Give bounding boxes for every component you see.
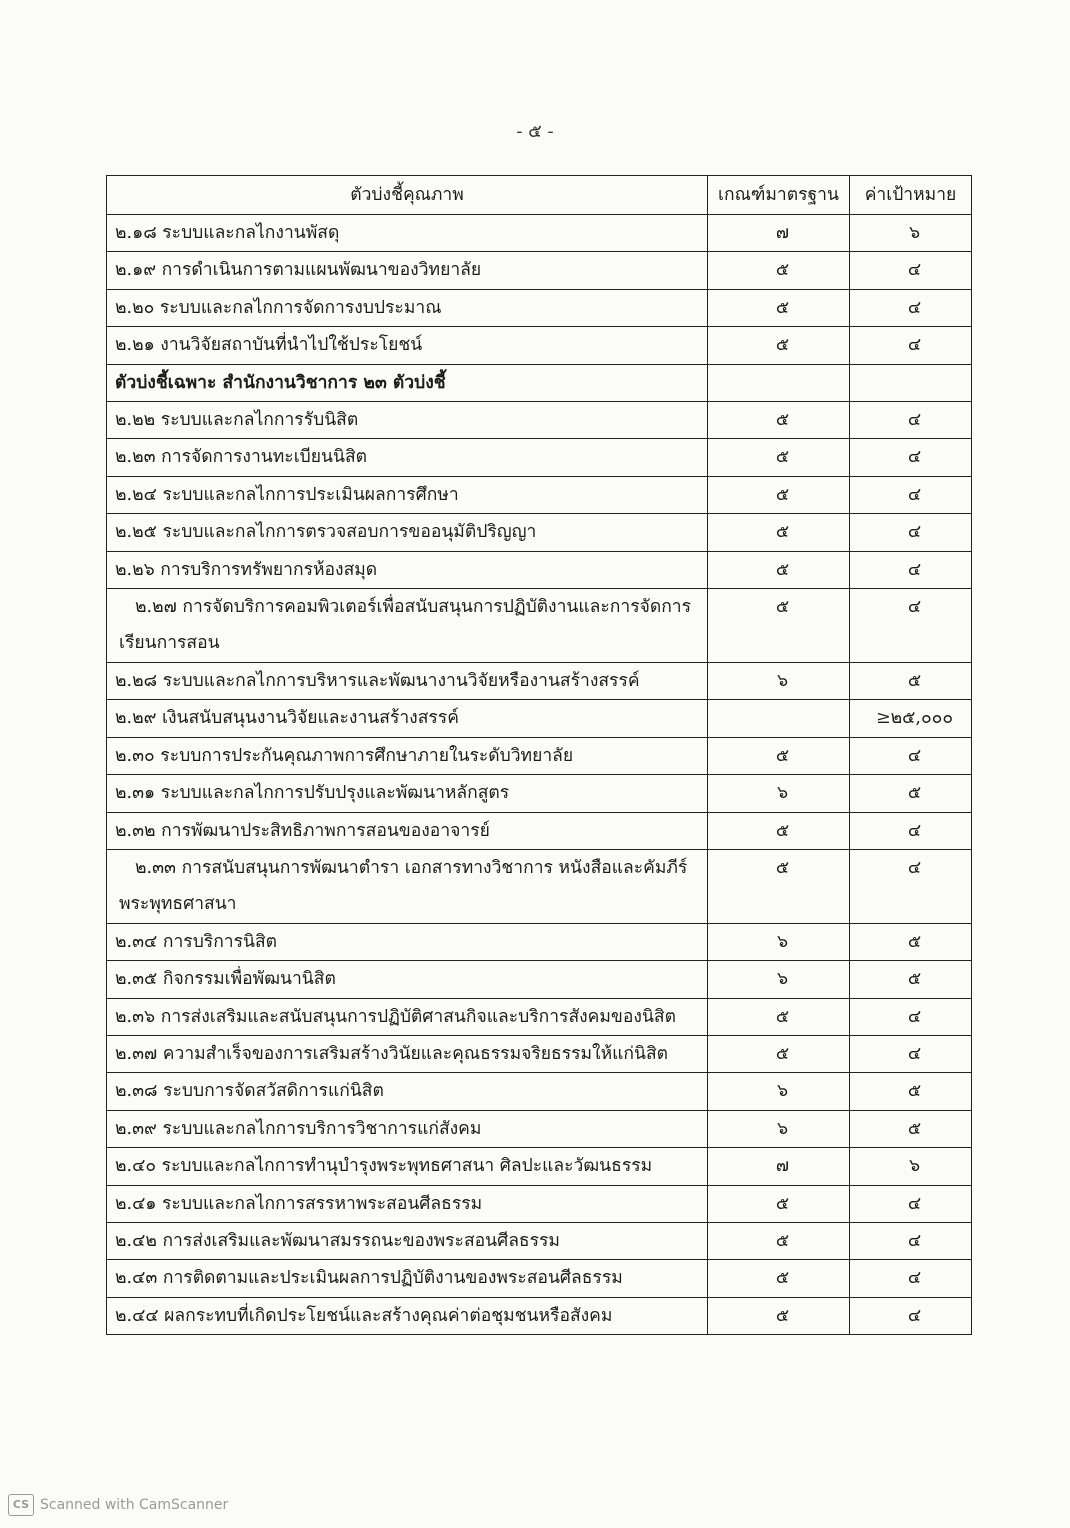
standard-cell: ๖ [708, 775, 850, 812]
target-cell: ๔ [850, 252, 972, 289]
table-row [107, 662, 972, 699]
indicator-cell: ๒.๓๘ ระบบการจัดสวัสดิการแก่นิสิต [107, 1073, 708, 1110]
indicator-cell: ๒.๒๐ ระบบและกลไกการจัดการงบประมาณ [107, 289, 708, 326]
standard-cell: ๗ [708, 215, 850, 252]
table-row [107, 252, 972, 289]
table-header-row [107, 176, 972, 215]
indicator-cell: ๒.๒๒ ระบบและกลไกการรับนิสิต [107, 402, 708, 439]
target-cell: ๔ [850, 1185, 972, 1222]
target-cell: ๔ [850, 998, 972, 1035]
target-cell: ๕ [850, 775, 972, 812]
indicator-label-continued: พระพุทธศาสนา [119, 894, 237, 915]
standard-cell [708, 364, 850, 401]
indicator-cell: ๒.๓๗ ความสำเร็จของการเสริมสร้างวินัยและคุณธรรมจริยธรรมให้แก่นิสิต [107, 1035, 708, 1072]
standard-cell: ๖ [708, 1110, 850, 1147]
indicator-cell: ๒.๔๒ การส่งเสริมและพัฒนาสมรรถนะของพระสอนศีลธรรม [107, 1222, 708, 1259]
table-row [107, 812, 972, 849]
indicator-cell: ๒.๓๐ ระบบการประกันคุณภาพการศึกษาภายในระดับวิทยาลัย [107, 737, 708, 774]
table-row [107, 215, 972, 252]
standard-cell: ๕ [708, 849, 850, 923]
indicator-cell: ๒.๔๐ ระบบและกลไกการทำนุบำรุงพระพุทธศาสนา ศิลปะและวัฒนธรรม [107, 1148, 708, 1185]
target-cell: ๔ [850, 1260, 972, 1297]
standard-cell: ๕ [708, 737, 850, 774]
indicator-cell: ๒.๔๔ ผลกระทบที่เกิดประโยชน์และสร้างคุณค่าต่อชุมชนหรือสังคม [107, 1297, 708, 1334]
standard-cell: ๕ [708, 514, 850, 551]
table-row [107, 1297, 972, 1334]
watermark-text: Scanned with CamScanner [40, 1497, 229, 1513]
indicator-cell: ๒.๑๘ ระบบและกลไกงานพัสดุ [107, 215, 708, 252]
header-target: ค่าเป้าหมาย [850, 176, 972, 215]
indicator-cell [107, 849, 708, 923]
target-cell: ๕ [850, 961, 972, 998]
target-cell: ๔ [850, 439, 972, 476]
target-cell: ๔ [850, 289, 972, 326]
standard-cell: ๖ [708, 923, 850, 960]
indicator-label: ๒.๓๓ การสนับสนุนการพัฒนาตำรา เอกสารทางวิชาการ หนังสือและคัมภีร์ [135, 857, 688, 878]
standard-cell: ๕ [708, 812, 850, 849]
standard-cell: ๖ [708, 961, 850, 998]
indicator-cell: ๒.๒๑ งานวิจัยสถาบันที่นำไปใช้ประโยชน์ [107, 327, 708, 364]
standard-cell: ๕ [708, 439, 850, 476]
target-cell: ๔ [850, 402, 972, 439]
target-cell: ๔ [850, 327, 972, 364]
indicator-cell: ๒.๔๓ การติดตามและประเมินผลการปฏิบัติงานของพระสอนศีลธรรม [107, 1260, 708, 1297]
header-indicator: ตัวบ่งชี้คุณภาพ [107, 176, 708, 215]
page-number: - ๕ - [516, 121, 554, 142]
target-cell: ๕ [850, 1073, 972, 1110]
table-row [107, 1260, 972, 1297]
table-row [107, 1148, 972, 1185]
table-row [107, 364, 972, 401]
table-row [107, 1035, 972, 1072]
indicator-cell: ๒.๒๘ ระบบและกลไกการบริหารและพัฒนางานวิจัยหรืองานสร้างสรรค์ [107, 662, 708, 699]
indicator-cell [107, 589, 708, 663]
table-row [107, 476, 972, 513]
indicator-cell: ๒.๔๑ ระบบและกลไกการสรรหาพระสอนศีลธรรม [107, 1185, 708, 1222]
target-cell [850, 364, 972, 401]
standard-cell: ๕ [708, 551, 850, 588]
standard-cell: ๕ [708, 998, 850, 1035]
target-cell: ๕ [850, 923, 972, 960]
table-row [107, 961, 972, 998]
standard-cell: ๕ [708, 327, 850, 364]
standard-cell: ๖ [708, 1073, 850, 1110]
table-row [107, 439, 972, 476]
standard-cell: ๕ [708, 1185, 850, 1222]
standard-cell: ๖ [708, 662, 850, 699]
target-cell: ๖ [850, 215, 972, 252]
indicator-cell: ๒.๓๑ ระบบและกลไกการปรับปรุงและพัฒนาหลักสูตร [107, 775, 708, 812]
table-row [107, 289, 972, 326]
standard-cell: ๕ [708, 589, 850, 663]
standard-cell: ๕ [708, 252, 850, 289]
table-row [107, 737, 972, 774]
table-row [107, 327, 972, 364]
table-row [107, 589, 972, 663]
indicator-cell: ๒.๓๒ การพัฒนาประสิทธิภาพการสอนของอาจารย์ [107, 812, 708, 849]
target-cell: ๕ [850, 662, 972, 699]
table-row [107, 1222, 972, 1259]
standard-cell: ๗ [708, 1148, 850, 1185]
standard-cell: ๕ [708, 1260, 850, 1297]
standard-cell: ๕ [708, 402, 850, 439]
table-row [107, 849, 972, 923]
target-cell: ๕ [850, 1110, 972, 1147]
standard-cell: ๕ [708, 1035, 850, 1072]
table-row [107, 923, 972, 960]
standard-cell: ๕ [708, 1297, 850, 1334]
standard-cell: ๕ [708, 289, 850, 326]
camscanner-logo-icon: CS [8, 1494, 34, 1516]
table-row [107, 402, 972, 439]
table-row [107, 998, 972, 1035]
target-cell: ≥๒๕,๐๐๐ [850, 700, 972, 737]
table-row [107, 1110, 972, 1147]
table-row [107, 551, 972, 588]
target-cell: ๔ [850, 1222, 972, 1259]
indicator-cell: ๒.๒๓ การจัดการงานทะเบียนนิสิต [107, 439, 708, 476]
target-cell: ๔ [850, 1035, 972, 1072]
standard-cell [708, 700, 850, 737]
table-row [107, 1185, 972, 1222]
indicator-cell: ๒.๒๖ การบริการทรัพยากรห้องสมุด [107, 551, 708, 588]
quality-indicator-table [106, 175, 972, 1335]
indicator-cell: ๒.๒๔ ระบบและกลไกการประเมินผลการศึกษา [107, 476, 708, 513]
scanner-watermark [8, 1494, 228, 1516]
standard-cell: ๕ [708, 1222, 850, 1259]
indicator-label: ๒.๒๗ การจัดบริการคอมพิวเตอร์เพื่อสนับสนุนการปฏิบัติงานและการจัดการ [135, 597, 692, 618]
indicator-cell: ๒.๓๖ การส่งเสริมและสนับสนุนการปฏิบัติศาสนกิจและบริการสังคมของนิสิต [107, 998, 708, 1035]
table-row [107, 775, 972, 812]
table-row [107, 1073, 972, 1110]
target-cell: ๔ [850, 1297, 972, 1334]
table-row [107, 700, 972, 737]
header-standard: เกณฑ์มาตรฐาน [708, 176, 850, 215]
indicator-cell: ๒.๓๙ ระบบและกลไกการบริการวิชาการแก่สังคม [107, 1110, 708, 1147]
target-cell: ๔ [850, 737, 972, 774]
standard-cell: ๕ [708, 476, 850, 513]
target-cell: ๔ [850, 589, 972, 663]
indicator-cell: ตัวบ่งชี้เฉพาะ สำนักงานวิชาการ ๒๓ ตัวบ่งชี้ [107, 364, 708, 401]
table-row [107, 514, 972, 551]
indicator-cell: ๒.๒๙ เงินสนับสนุนงานวิจัยและงานสร้างสรรค์ [107, 700, 708, 737]
target-cell: ๔ [850, 551, 972, 588]
target-cell: ๔ [850, 812, 972, 849]
target-cell: ๖ [850, 1148, 972, 1185]
indicator-cell: ๒.๑๙ การดำเนินการตามแผนพัฒนาของวิทยาลัย [107, 252, 708, 289]
indicator-cell: ๒.๓๕ กิจกรรมเพื่อพัฒนานิสิต [107, 961, 708, 998]
indicator-cell: ๒.๓๔ การบริการนิสิต [107, 923, 708, 960]
target-cell: ๔ [850, 849, 972, 923]
target-cell: ๔ [850, 476, 972, 513]
indicator-label-continued: เรียนการสอน [119, 633, 220, 654]
target-cell: ๔ [850, 514, 972, 551]
indicator-cell: ๒.๒๕ ระบบและกลไกการตรวจสอบการขออนุมัติปริญญา [107, 514, 708, 551]
